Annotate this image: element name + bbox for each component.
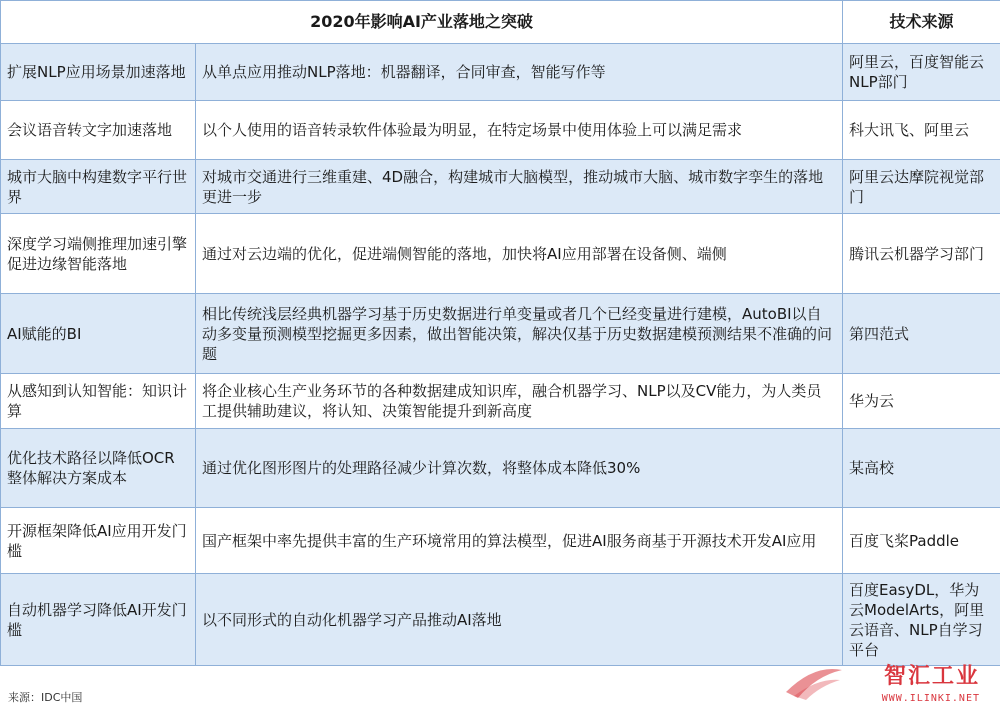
swoosh-icon <box>784 662 844 702</box>
table-row <box>1 101 1000 160</box>
tech-source: 百度EasyDL，华为云ModelArts，阿里云语音、NLP自学习平台 <box>843 574 1000 666</box>
breakthrough-description: 以个人使用的语音转录软件体验最为明显，在特定场景中使用体验上可以满足需求 <box>196 101 843 160</box>
source-note: 来源：IDC中国 <box>8 691 83 704</box>
tech-source: 第四范式 <box>843 294 1000 374</box>
table-row <box>1 44 1000 101</box>
table-row <box>1 429 1000 508</box>
table-row <box>1 294 1000 374</box>
source-column-header: 技术来源 <box>843 1 1000 44</box>
breakthrough-description: 从单点应用推动NLP落地：机器翻译，合同审查，智能写作等 <box>196 44 843 101</box>
table-row <box>1 374 1000 429</box>
tech-source: 华为云 <box>843 374 1000 429</box>
breakthrough-name: 优化技术路径以降低OCR整体解决方案成本 <box>1 429 196 508</box>
breakthrough-description: 通过对云边端的优化，促进端侧智能的落地，加快将AI应用部署在设备侧、端侧 <box>196 214 843 294</box>
table-header-row <box>1 1 1000 44</box>
watermark-logo <box>784 658 994 708</box>
table-row <box>1 508 1000 574</box>
breakthrough-description: 对城市交通进行三维重建、4D融合，构建城市大脑模型，推动城市大脑、城市数字孪生的落地更进一步 <box>196 160 843 214</box>
table-row <box>1 574 1000 666</box>
watermark-url: WWW.ILINKI.NET <box>881 693 980 704</box>
breakthrough-name: 开源框架降低AI应用开发门槛 <box>1 508 196 574</box>
breakthrough-name: 会议语音转文字加速落地 <box>1 101 196 160</box>
breakthrough-description: 通过优化图形图片的处理路径减少计算次数，将整体成本降低30% <box>196 429 843 508</box>
tech-source: 百度飞桨Paddle <box>843 508 1000 574</box>
breakthrough-description: 相比传统浅层经典机器学习基于历史数据进行单变量或者几个已经变量进行建模，AutoBI以自动多变量预测模型挖掘更多因素，做出智能决策，解决仅基于历史数据建模预测结果不准确的问题 <box>196 294 843 374</box>
breakthrough-name: 深度学习端侧推理加速引擎促进边缘智能落地 <box>1 214 196 294</box>
breakthrough-name: 从感知到认知智能：知识计算 <box>1 374 196 429</box>
tech-source: 腾讯云机器学习部门 <box>843 214 1000 294</box>
breakthrough-name: AI赋能的BI <box>1 294 196 374</box>
breakthrough-description: 以不同形式的自动化机器学习产品推动AI落地 <box>196 574 843 666</box>
table-title-header: 2020年影响AI产业落地之突破 <box>1 1 843 44</box>
tech-source: 科大讯飞、阿里云 <box>843 101 1000 160</box>
table-row <box>1 214 1000 294</box>
tech-source: 阿里云达摩院视觉部门 <box>843 160 1000 214</box>
breakthrough-description: 将企业核心生产业务环节的各种数据建成知识库，融合机器学习、NLP以及CV能力，为人类员工提供辅助建议，将认知、决策智能提升到新高度 <box>196 374 843 429</box>
tech-source: 阿里云，百度智能云NLP部门 <box>843 44 1000 101</box>
breakthrough-name: 自动机器学习降低AI开发门槛 <box>1 574 196 666</box>
table-row <box>1 160 1000 214</box>
tech-source: 某高校 <box>843 429 1000 508</box>
breakthrough-name: 扩展NLP应用场景加速落地 <box>1 44 196 101</box>
watermark-text: 智汇工业 <box>883 664 980 689</box>
breakthrough-description: 国产框架中率先提供丰富的生产环境常用的算法模型，促进AI服务商基于开源技术开发AI应用 <box>196 508 843 574</box>
breakthrough-name: 城市大脑中构建数字平行世界 <box>1 160 196 214</box>
